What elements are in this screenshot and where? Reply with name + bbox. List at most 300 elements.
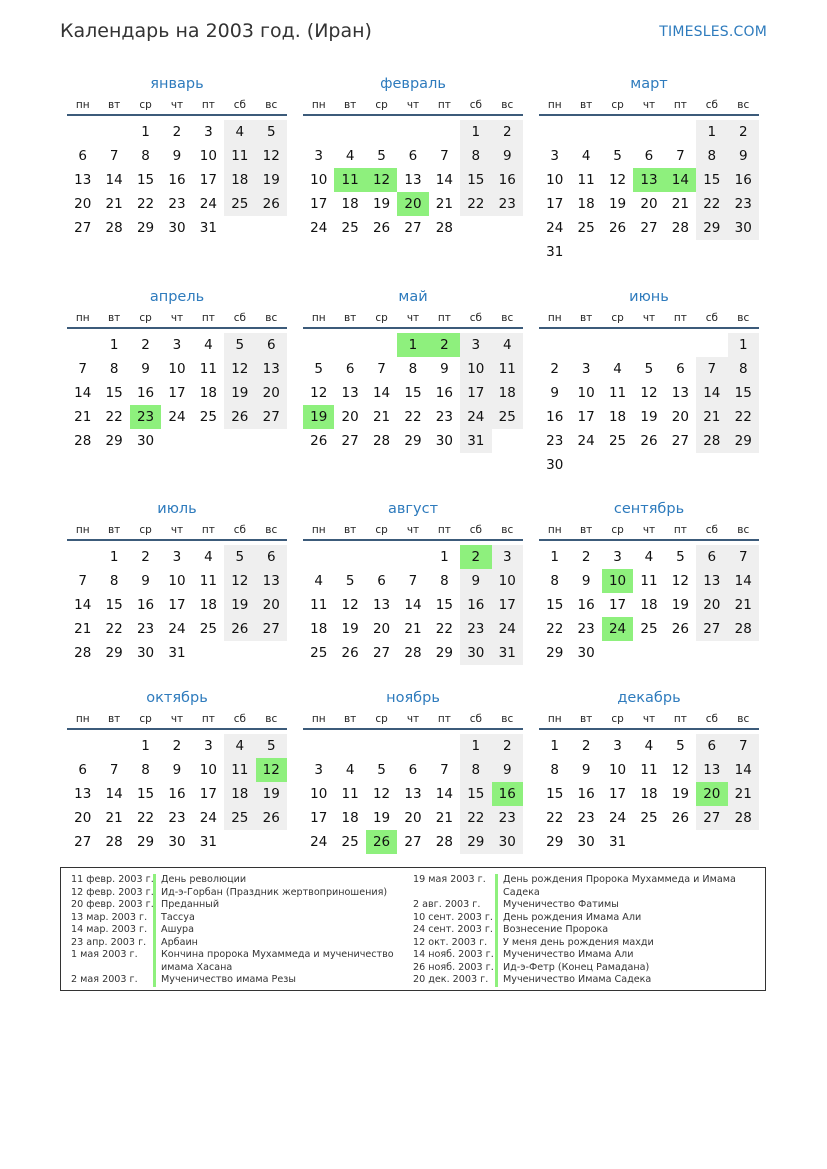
day-cell: 11: [492, 357, 523, 381]
day-cell: 18: [199, 385, 217, 401]
day-cell: 14: [696, 381, 727, 405]
day-cell: 31: [492, 641, 523, 665]
legend-date: 13 мар. 2003 г.: [71, 911, 148, 923]
day-cell: 21: [435, 196, 453, 212]
day-cell: 1: [550, 738, 559, 754]
empty-cell: [366, 120, 397, 144]
day-cell: 8: [440, 573, 449, 589]
legend-holiday-name: Кончина пророка Мухаммеда и мученичество имама Хасана: [153, 949, 401, 974]
weekday-label: чт: [406, 99, 420, 111]
legend-date: 11 февр. 2003 г.: [71, 874, 154, 885]
day-cell: 23: [492, 806, 523, 830]
month-block: [67, 497, 287, 665]
day-cell: 4: [492, 333, 523, 357]
month-day-grid: [67, 333, 287, 453]
day-cell: 25: [199, 409, 217, 425]
empty-cell: [539, 120, 570, 144]
legend-date: 24 сент. 2003 г.: [413, 924, 493, 935]
weekday-label: пт: [437, 312, 451, 324]
day-cell: 5: [613, 148, 622, 164]
weekday-label: сб: [705, 312, 718, 324]
legend-date: 2 авг. 2003 г.: [413, 899, 481, 910]
day-cell: 15: [105, 385, 123, 401]
day-cell: 23: [130, 405, 161, 429]
day-cell: 1: [460, 120, 491, 144]
legend-holiday-name: Мученичество Фатимы: [495, 899, 753, 912]
day-cell: 29: [546, 645, 564, 661]
month-name: апрель: [149, 289, 205, 305]
day-cell: 20: [74, 196, 92, 212]
day-cell: 19: [303, 405, 334, 429]
day-cell: 5: [377, 148, 386, 164]
legend-date: 12 окт. 2003 г.: [413, 936, 488, 948]
day-cell: 24: [460, 405, 491, 429]
day-cell: 8: [460, 144, 491, 168]
day-cell: 1: [550, 549, 559, 565]
legend-row: [71, 912, 401, 925]
weekday-header: [67, 521, 287, 541]
empty-cell: [98, 120, 129, 144]
day-cell: 22: [546, 621, 564, 637]
day-cell: 2: [492, 120, 523, 144]
month-name: сентябрь: [613, 501, 685, 517]
day-cell: 1: [460, 734, 491, 758]
legend-row: [71, 937, 401, 950]
day-cell: 16: [546, 409, 564, 425]
day-cell: 5: [314, 361, 323, 377]
month-day-grid: [303, 333, 523, 453]
weekday-label: вс: [501, 524, 514, 536]
weekday-label: сб: [233, 713, 246, 725]
day-cell: 26: [366, 830, 397, 854]
empty-cell: [397, 545, 428, 569]
month-day-grid: [539, 545, 759, 665]
day-cell: 5: [676, 549, 685, 565]
day-cell: 8: [141, 762, 150, 778]
weekday-label: пн: [75, 99, 90, 111]
legend-holiday-name: Ашура: [153, 924, 401, 937]
legend-date: 12 февр. 2003 г.: [71, 886, 154, 898]
empty-cell: [602, 333, 633, 357]
day-cell: 8: [550, 573, 559, 589]
day-cell: 18: [640, 597, 658, 613]
day-cell: 19: [224, 593, 255, 617]
weekday-header: [303, 96, 523, 116]
day-cell: 23: [168, 196, 186, 212]
day-cell: 18: [199, 597, 217, 613]
empty-cell: [67, 120, 98, 144]
day-cell: 28: [105, 220, 123, 236]
weekday-label: пт: [673, 524, 687, 536]
day-cell: 29: [404, 433, 422, 449]
weekday-label: пт: [673, 99, 687, 111]
day-cell: 1: [397, 333, 428, 357]
day-cell: 21: [435, 810, 453, 826]
month-day-grid: [303, 120, 523, 240]
legend-holiday-name: Вознесение Пророка: [495, 924, 753, 937]
day-cell: 29: [728, 429, 759, 453]
day-cell: 21: [404, 621, 422, 637]
day-cell: 9: [728, 144, 759, 168]
day-cell: 2: [141, 337, 150, 353]
legend-date: 14 нояб. 2003 г.: [413, 949, 494, 960]
day-cell: 17: [608, 786, 627, 802]
day-cell: 26: [256, 192, 287, 216]
day-cell: 13: [404, 172, 422, 188]
holiday-legend: [60, 867, 766, 991]
day-cell: 16: [168, 786, 186, 802]
empty-cell: [633, 120, 664, 144]
month-block: [539, 497, 759, 665]
day-cell: 26: [608, 220, 627, 236]
legend-row: [413, 899, 753, 912]
empty-cell: [303, 734, 334, 758]
day-cell: 7: [78, 573, 87, 589]
day-cell: 18: [224, 168, 255, 192]
day-cell: 21: [105, 810, 123, 826]
day-cell: 6: [408, 148, 418, 164]
day-cell: 26: [640, 433, 658, 449]
day-cell: 25: [199, 621, 217, 637]
weekday-label: вт: [579, 99, 593, 111]
day-cell: 4: [644, 549, 654, 565]
weekday-label: пн: [547, 524, 562, 536]
weekday-label: ср: [139, 524, 152, 536]
day-cell: 25: [577, 220, 595, 236]
day-cell: 17: [460, 381, 491, 405]
day-cell: 9: [172, 148, 182, 164]
day-cell: 18: [640, 786, 658, 802]
weekday-header: [539, 96, 759, 116]
day-cell: 13: [74, 172, 92, 188]
weekday-label: вс: [737, 312, 750, 324]
day-cell: 30: [460, 641, 491, 665]
legend-holiday-name: Арбаин: [153, 937, 401, 950]
day-cell: 29: [136, 834, 155, 850]
day-cell: 21: [74, 621, 92, 637]
weekday-label: чт: [170, 99, 184, 111]
day-cell: 13: [633, 168, 664, 192]
month-day-grid: [539, 120, 759, 264]
day-cell: 3: [460, 333, 491, 357]
day-cell: 8: [141, 148, 150, 164]
day-cell: 22: [404, 409, 422, 425]
day-cell: 11: [341, 786, 359, 802]
day-cell: 20: [640, 196, 658, 212]
empty-cell: [570, 120, 601, 144]
day-cell: 12: [256, 144, 287, 168]
empty-cell: [397, 120, 428, 144]
day-cell: 27: [671, 433, 689, 449]
legend-holiday-name: Ид-э-Горбан (Праздник жертвоприношения): [153, 887, 401, 900]
day-cell: 27: [372, 645, 391, 661]
day-cell: 16: [136, 597, 155, 613]
day-cell: 1: [440, 549, 449, 565]
day-cell: 12: [608, 172, 627, 188]
day-cell: 30: [492, 830, 523, 854]
day-cell: 19: [372, 196, 391, 212]
day-cell: 9: [492, 144, 523, 168]
weekday-label: вс: [737, 99, 750, 111]
day-cell: 3: [613, 549, 622, 565]
month-name: август: [387, 501, 439, 517]
weekday-label: ср: [139, 713, 152, 725]
month-name: май: [398, 289, 428, 305]
month-block: [67, 285, 287, 453]
legend-date: 10 сент. 2003 г.: [413, 911, 493, 923]
day-cell: 9: [141, 361, 150, 377]
day-cell: 30: [728, 216, 759, 240]
day-cell: 10: [199, 762, 217, 778]
weekday-label: вт: [107, 713, 121, 725]
day-cell: 26: [372, 220, 391, 236]
month-day-grid: [303, 545, 523, 665]
day-cell: 8: [460, 758, 491, 782]
day-cell: 20: [256, 381, 287, 405]
day-cell: 13: [696, 758, 727, 782]
day-cell: 2: [550, 361, 559, 377]
weekday-label: вт: [579, 312, 593, 324]
day-cell: 22: [546, 810, 564, 826]
day-cell: 2: [141, 549, 150, 565]
day-cell: 12: [640, 385, 658, 401]
day-cell: 19: [671, 597, 689, 613]
day-cell: 29: [696, 216, 727, 240]
day-cell: 30: [435, 433, 453, 449]
day-cell: 18: [310, 621, 328, 637]
empty-cell: [633, 333, 664, 357]
day-cell: 8: [109, 573, 119, 589]
day-cell: 14: [435, 786, 453, 802]
day-cell: 5: [256, 734, 287, 758]
legend-holiday-name: День рождения Пророка Мухаммеда и Имама Садека: [495, 874, 753, 899]
empty-cell: [67, 545, 98, 569]
day-cell: 21: [696, 405, 727, 429]
day-cell: 10: [310, 786, 328, 802]
weekday-label: ср: [375, 524, 388, 536]
weekday-label: сб: [469, 524, 482, 536]
weekday-label: вс: [501, 99, 514, 111]
weekday-label: чт: [642, 524, 656, 536]
day-cell: 22: [136, 196, 155, 212]
weekday-label: сб: [233, 99, 246, 111]
weekday-label: сб: [233, 524, 246, 536]
day-cell: 13: [256, 569, 287, 593]
weekday-label: вс: [501, 713, 514, 725]
weekday-label: чт: [406, 713, 420, 725]
day-cell: 31: [199, 220, 217, 236]
weekday-header: [303, 309, 523, 329]
day-cell: 27: [256, 617, 287, 641]
day-cell: 13: [404, 786, 422, 802]
day-cell: 30: [136, 433, 155, 449]
day-cell: 3: [172, 337, 182, 353]
day-cell: 14: [665, 168, 696, 192]
month-day-grid: [539, 333, 759, 477]
day-cell: 12: [224, 357, 255, 381]
day-cell: 8: [550, 762, 559, 778]
weekday-label: сб: [469, 312, 482, 324]
month-block: [303, 497, 523, 665]
weekday-label: вс: [265, 312, 278, 324]
day-cell: 4: [581, 148, 591, 164]
legend-holiday-name: День революции: [153, 874, 401, 887]
weekday-label: сб: [469, 99, 482, 111]
month-name: октябрь: [146, 690, 208, 706]
day-cell: 23: [577, 810, 595, 826]
day-cell: 22: [435, 621, 453, 637]
legend-row: [413, 949, 753, 962]
day-cell: 25: [224, 806, 255, 830]
legend-holiday-name: Мученичество Имама Садека: [495, 974, 753, 987]
weekday-label: вт: [107, 524, 121, 536]
day-cell: 7: [109, 148, 119, 164]
day-cell: 31: [168, 645, 186, 661]
empty-cell: [303, 545, 334, 569]
day-cell: 6: [696, 734, 727, 758]
day-cell: 24: [602, 617, 633, 641]
day-cell: 10: [546, 172, 564, 188]
day-cell: 7: [728, 734, 759, 758]
day-cell: 2: [581, 738, 591, 754]
day-cell: 16: [460, 593, 491, 617]
day-cell: 27: [256, 405, 287, 429]
day-cell: 1: [141, 738, 150, 754]
legend-holiday-name: Ид-э-Фетр (Конец Рамадана): [495, 962, 753, 975]
legend-holiday-name: День рождения Имама Али: [495, 912, 753, 925]
day-cell: 5: [224, 545, 255, 569]
legend-holiday-name: Мученичество Имама Али: [495, 949, 753, 962]
day-cell: 5: [224, 333, 255, 357]
weekday-label: пт: [437, 713, 451, 725]
legend-date: 23 апр. 2003 г.: [71, 936, 147, 948]
day-cell: 20: [372, 621, 391, 637]
weekday-label: сб: [705, 524, 718, 536]
day-cell: 3: [314, 762, 323, 778]
empty-cell: [665, 333, 696, 357]
day-cell: 6: [377, 573, 386, 589]
day-cell: 2: [492, 734, 523, 758]
day-cell: 17: [310, 810, 328, 826]
day-cell: 18: [492, 381, 523, 405]
legend-column-left: [71, 874, 401, 987]
day-cell: 9: [440, 361, 449, 377]
day-cell: 17: [577, 409, 595, 425]
weekday-label: ср: [611, 713, 624, 725]
day-cell: 25: [341, 220, 359, 236]
day-cell: 7: [440, 148, 449, 164]
day-cell: 14: [435, 172, 453, 188]
day-cell: 15: [460, 168, 491, 192]
day-cell: 19: [341, 621, 359, 637]
day-cell: 30: [546, 457, 564, 473]
legend-holiday-name: Преданный: [153, 899, 401, 912]
day-cell: 15: [435, 597, 453, 613]
month-day-grid: [67, 734, 287, 854]
day-cell: 29: [105, 433, 123, 449]
weekday-header: [539, 710, 759, 730]
day-cell: 5: [676, 738, 685, 754]
day-cell: 24: [608, 810, 627, 826]
day-cell: 29: [460, 830, 491, 854]
day-cell: 10: [199, 148, 217, 164]
month-block: [539, 285, 759, 477]
day-cell: 12: [310, 385, 328, 401]
day-cell: 25: [224, 192, 255, 216]
day-cell: 2: [172, 124, 182, 140]
day-cell: 21: [105, 196, 123, 212]
empty-cell: [67, 333, 98, 357]
day-cell: 20: [404, 810, 422, 826]
day-cell: 16: [136, 385, 155, 401]
empty-cell: [539, 333, 570, 357]
weekday-label: чт: [642, 99, 656, 111]
weekday-header: [67, 96, 287, 116]
day-cell: 14: [372, 385, 391, 401]
day-cell: 19: [256, 782, 287, 806]
day-cell: 22: [105, 621, 123, 637]
day-cell: 3: [314, 148, 323, 164]
day-cell: 17: [199, 172, 217, 188]
day-cell: 28: [696, 429, 727, 453]
day-cell: 7: [109, 762, 119, 778]
month-name: январь: [150, 76, 204, 92]
legend-row: [71, 924, 401, 937]
day-cell: 9: [460, 569, 491, 593]
weekday-label: сб: [705, 99, 718, 111]
day-cell: 25: [492, 405, 523, 429]
month-block: [67, 686, 287, 854]
day-cell: 5: [644, 361, 654, 377]
day-cell: 20: [341, 409, 359, 425]
day-cell: 8: [728, 357, 759, 381]
day-cell: 12: [256, 758, 287, 782]
day-cell: 8: [408, 361, 418, 377]
brand-link[interactable]: TIMESLES.COM: [659, 24, 767, 40]
day-cell: 3: [613, 738, 622, 754]
day-cell: 12: [224, 569, 255, 593]
weekday-label: ср: [611, 99, 624, 111]
weekday-label: ср: [375, 99, 388, 111]
day-cell: 28: [435, 834, 453, 850]
day-cell: 17: [546, 196, 564, 212]
weekday-header: [303, 710, 523, 730]
day-cell: 17: [199, 786, 217, 802]
day-cell: 16: [577, 597, 595, 613]
day-cell: 28: [372, 433, 391, 449]
month-name: декабрь: [617, 690, 681, 706]
month-name: ноябрь: [386, 690, 440, 706]
day-cell: 13: [696, 569, 727, 593]
weekday-label: пт: [437, 524, 451, 536]
day-cell: 30: [168, 220, 186, 236]
day-cell: 31: [608, 834, 627, 850]
day-cell: 4: [224, 120, 255, 144]
day-cell: 11: [224, 758, 255, 782]
day-cell: 10: [310, 172, 328, 188]
day-cell: 21: [372, 409, 391, 425]
day-cell: 1: [109, 337, 119, 353]
month-name: февраль: [380, 76, 446, 92]
day-cell: 4: [613, 361, 622, 377]
day-cell: 22: [136, 810, 155, 826]
day-cell: 11: [224, 144, 255, 168]
day-cell: 11: [334, 168, 365, 192]
day-cell: 11: [310, 597, 328, 613]
weekday-label: вс: [265, 713, 278, 725]
weekday-label: вс: [501, 312, 514, 324]
day-cell: 16: [492, 168, 523, 192]
